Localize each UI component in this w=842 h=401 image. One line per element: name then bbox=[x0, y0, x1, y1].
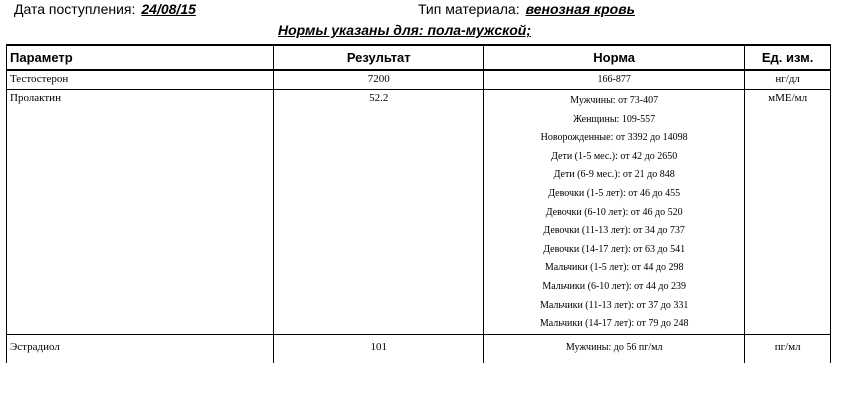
norm-line: Мальчики (6-10 лет): от 44 до 239 bbox=[542, 280, 687, 292]
unit-cell: мМЕ/мл bbox=[745, 90, 831, 335]
column-header-result: Результат bbox=[274, 45, 484, 70]
column-header-unit: Ед. изм. bbox=[745, 45, 831, 70]
param-cell: Эстрадиол bbox=[7, 334, 274, 363]
norm-line: Мальчики (14-17 лет): от 79 до 248 bbox=[539, 318, 689, 330]
norm-cell bbox=[484, 334, 745, 363]
column-header-norm: Норма bbox=[484, 45, 745, 70]
results-table bbox=[6, 44, 831, 363]
norm-line: Дети (6-9 мес.): от 21 до 848 bbox=[553, 169, 675, 181]
norm-line: Девочки (1-5 лет): от 46 до 455 bbox=[548, 187, 681, 199]
material-type-value: венозная кровь bbox=[525, 1, 635, 17]
material-type-label: Тип материала: bbox=[418, 1, 520, 17]
norm-line: 166-877 bbox=[597, 74, 631, 85]
norm-line: Девочки (14-17 лет): от 63 до 541 bbox=[543, 243, 686, 255]
norm-line: Мальчики (1-5 лет): от 44 до 298 bbox=[544, 262, 684, 274]
material-type bbox=[418, 1, 635, 17]
receipt-date bbox=[14, 1, 196, 17]
column-header-param: Параметр bbox=[7, 45, 274, 70]
unit-cell: пг/мл bbox=[745, 334, 831, 363]
result-cell: 52.2 bbox=[274, 90, 484, 335]
norm-line: Девочки (6-10 лет): от 46 до 520 bbox=[545, 206, 683, 218]
norm-line: Новорожденные: от 3392 до 14098 bbox=[540, 132, 688, 144]
norm-line: Дети (1-5 мес.): от 42 до 2650 bbox=[551, 150, 678, 162]
norm-line: Мальчики (11-13 лет): от 37 до 331 bbox=[540, 299, 689, 311]
result-cell: 101 bbox=[274, 334, 484, 363]
table-header-row bbox=[7, 45, 831, 70]
norm-line: Мужчины: от 73-407 bbox=[570, 95, 659, 106]
table-row bbox=[7, 70, 831, 90]
norm-cell bbox=[484, 70, 745, 90]
receipt-date-label: Дата поступления: bbox=[14, 1, 136, 17]
result-cell: 7200 bbox=[274, 70, 484, 90]
norm-line: Мужчины: до 56 пг/мл bbox=[565, 341, 663, 353]
table-row bbox=[7, 90, 831, 335]
norm-line: Девочки (11-13 лет): от 34 до 737 bbox=[543, 225, 685, 237]
param-cell: Тестостерон bbox=[7, 70, 274, 90]
norms-note: Нормы указаны для: пола-мужской; bbox=[278, 22, 531, 38]
table-row bbox=[7, 334, 831, 363]
norm-cell bbox=[484, 90, 745, 335]
param-cell: Пролактин bbox=[7, 90, 274, 335]
norm-line: Женщины: 109-557 bbox=[573, 113, 656, 125]
unit-cell: нг/дл bbox=[745, 70, 831, 90]
receipt-date-value: 24/08/15 bbox=[141, 1, 196, 17]
